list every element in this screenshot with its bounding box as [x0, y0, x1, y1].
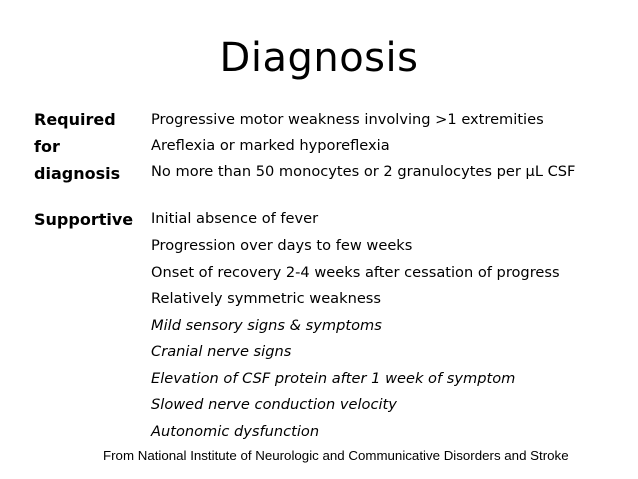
- supportive-label: Supportive: [34, 210, 134, 229]
- supportive-item: Relatively symmetric weakness: [151, 290, 382, 307]
- source-citation: From National Institute of Neurologic and Communicative Disorders and Stroke: [103, 448, 569, 463]
- supportive-item: Progression over days to few weeks: [151, 237, 413, 254]
- slide-title: Diagnosis: [219, 35, 419, 81]
- supportive-item: Onset of recovery 2-4 weeks after cessation of progress: [151, 264, 560, 281]
- required-label-line-3: diagnosis: [34, 164, 121, 183]
- supportive-item: Autonomic dysfunction: [151, 423, 320, 440]
- required-label-line-1: Required: [34, 110, 116, 129]
- supportive-item: Cranial nerve signs: [151, 343, 292, 360]
- required-item: No more than 50 monocytes or 2 granulocytes per μL CSF: [151, 163, 576, 180]
- supportive-item: Mild sensory signs & symptoms: [151, 317, 382, 334]
- supportive-item: Elevation of CSF protein after 1 week of symptom: [151, 370, 516, 387]
- supportive-item: Slowed nerve conduction velocity: [151, 396, 397, 413]
- required-item: Areflexia or marked hyporeflexia: [151, 137, 390, 154]
- supportive-item: Initial absence of fever: [151, 210, 319, 227]
- required-item: Progressive motor weakness involving >1 extremities: [151, 111, 544, 128]
- required-label-line-2: for: [34, 137, 60, 156]
